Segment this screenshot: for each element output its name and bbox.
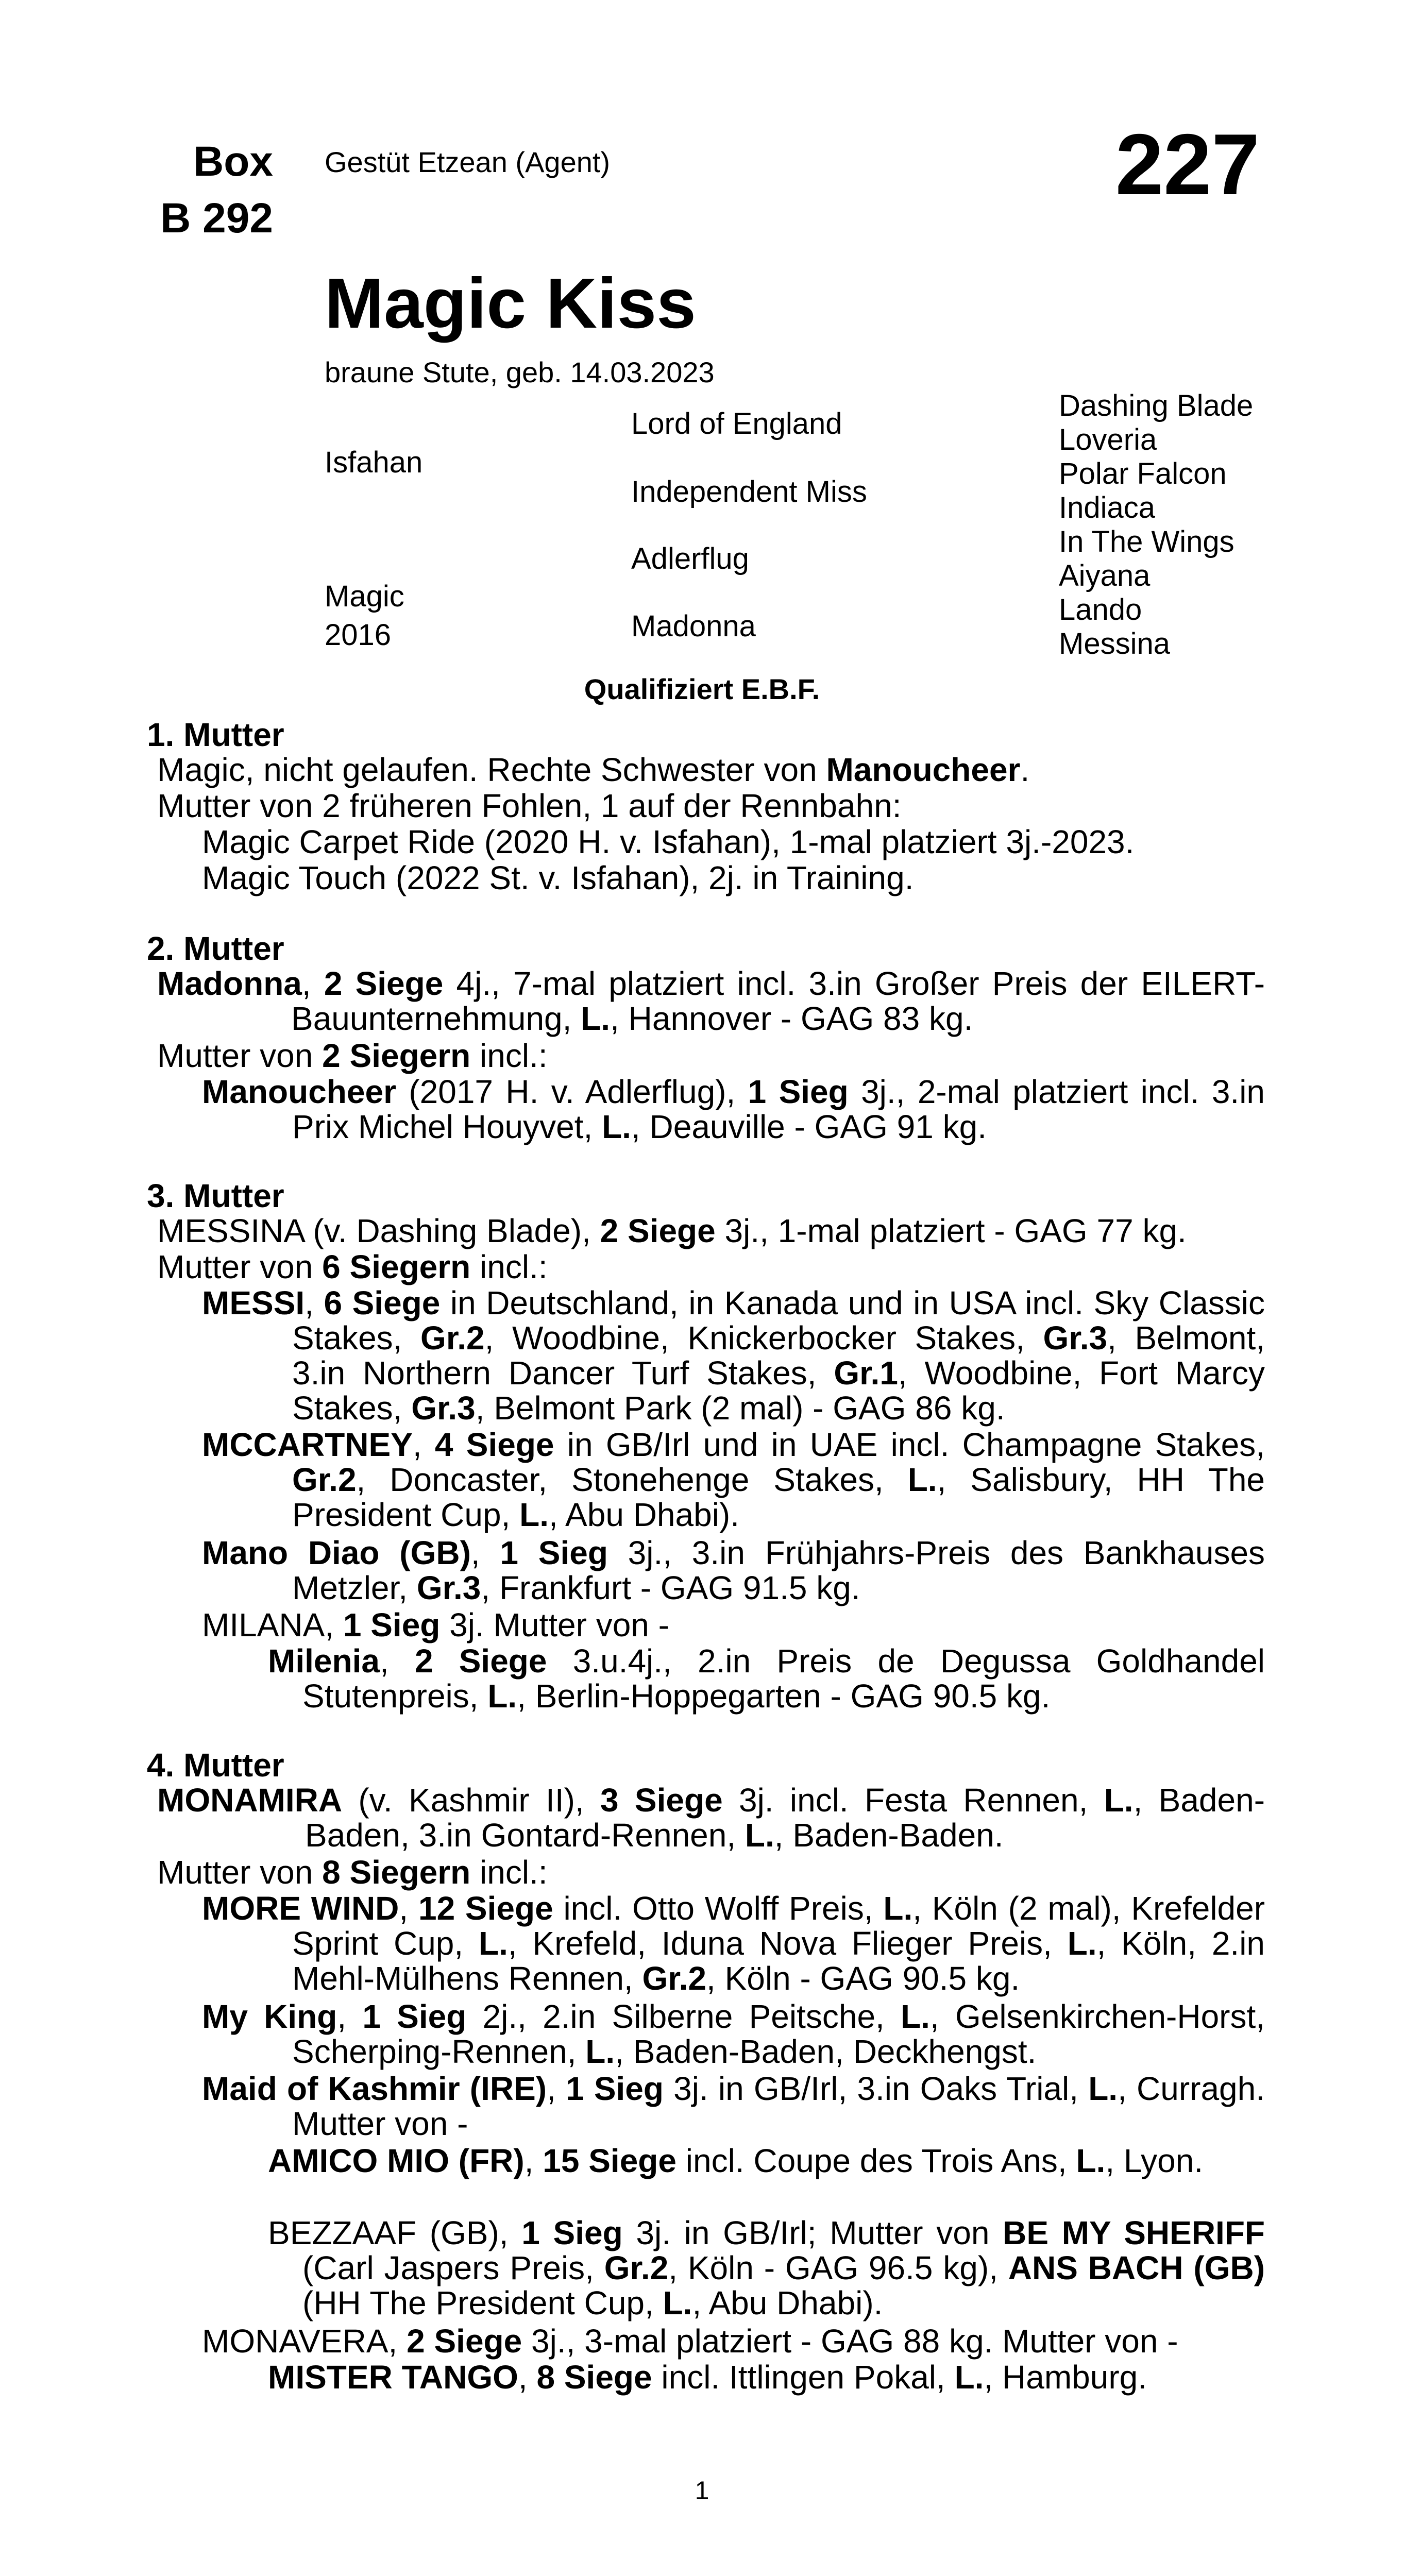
pedigree-gen3-3: Polar Falcon — [1059, 457, 1227, 490]
agent-name: Gestüt Etzean (Agent) — [325, 146, 611, 178]
dam-4-winner-my-king: My King, 1 Sieg 2j., 2.in Silberne Peitsche, L., Gelsenkirchen-Horst, Scherping-Rennen, L., Baden-Baden, Deckhengst. — [202, 1998, 1265, 2070]
dam-4-entry: MONAMIRA (v. Kashmir II), 3 Siege 3j. incl. Festa Rennen, L., Baden-Baden, 3.in Gontard-Rennen, L., Baden-Baden. — [157, 1782, 1265, 1854]
dam-2-produce-summary: Mutter von 2 Siegern incl.: — [157, 1037, 548, 1074]
dam-4-winner-maid-of-kashmir: Maid of Kashmir (IRE), 1 Sieg 3j. in GB/Irl, 3.in Oaks Trial, L., Curragh. Mutter von - — [202, 2070, 1265, 2142]
pedigree-gen3-1: Dashing Blade — [1059, 389, 1254, 422]
pedigree-gen2-4: Madonna — [631, 609, 756, 643]
dam-4-daughter-bezzaaf: BEZZAAF (GB), 1 Sieg 3j. in GB/Irl; Mutter von BE MY SHERIFF (Carl Jaspers Preis, Gr.2, Köln - GAG 96.5 kg), ANS BACH (GB) (HH The President Cup, L., Abu Dhabi). — [268, 2214, 1265, 2321]
section-heading-1: 1. Mutter — [147, 716, 284, 753]
pedigree-gen3-2: Loveria — [1059, 423, 1157, 456]
lot-number: 227 — [1115, 116, 1260, 213]
dam-2-entry: Madonna, 2 Siege 4j., 7-mal platziert incl. 3.in Großer Preis der EILERT-Bauunternehmung, L., Hannover - GAG 83 kg. — [157, 965, 1265, 1037]
pedigree-gen3-5: In The Wings — [1059, 525, 1234, 558]
pedigree-dam: Magic — [325, 580, 404, 613]
dam-4-grandchild-amico-mio: AMICO MIO (FR), 15 Siege incl. Coupe des Trois Ans, L., Lyon. — [268, 2142, 1204, 2179]
pedigree-dam-year: 2016 — [325, 618, 392, 652]
pedigree-gen2-3: Adlerflug — [631, 542, 749, 575]
dam-1-entry: Magic, nicht gelaufen. Rechte Schwester von Manoucheer. — [157, 751, 1030, 788]
dam-3-winner-messi: MESSI, 6 Siege in Deutschland, in Kanada und in USA incl. Sky Classic Stakes, Gr.2, Woodbine, Knickerbocker Stakes, Gr.3, Belmont, 3.in Northern Dancer Turf Stakes, Gr.1, Woodbine, Fort Marcy Stakes, Gr.3, Belmont Park (2 mal) - GAG 86 kg. — [202, 1284, 1265, 1427]
page-number: 1 — [695, 2476, 709, 2505]
dam-3-entry: MESSINA (v. Dashing Blade), 2 Siege 3j., 1-mal platziert - GAG 77 kg. — [157, 1212, 1187, 1249]
pedigree-gen3-7: Lando — [1059, 593, 1142, 626]
horse-description: braune Stute, geb. 14.03.2023 — [325, 356, 715, 388]
qualification-note: Qualifiziert E.B.F. — [584, 673, 820, 705]
pedigree-gen2-2: Independent Miss — [631, 475, 867, 509]
section-heading-3: 3. Mutter — [147, 1177, 284, 1214]
dam-4-grandchild-mister-tango: MISTER TANGO, 8 Siege incl. Ittlingen Pokal, L., Hamburg. — [268, 2359, 1147, 2396]
pedigree-gen2-1: Lord of England — [631, 407, 842, 440]
dam-4-daughter-monavera: MONAVERA, 2 Siege 3j., 3-mal platziert - GAG 88 kg. Mutter von - — [202, 2323, 1178, 2360]
dam-4-produce-summary: Mutter von 8 Siegern incl.: — [157, 1854, 548, 1891]
dam-3-daughter-milana: MILANA, 1 Sieg 3j. Mutter von - — [202, 1606, 669, 1643]
box-label: Box — [193, 138, 273, 185]
dam-2-winner-manoucheer: Manoucheer (2017 H. v. Adlerflug), 1 Sieg 3j., 2-mal platziert incl. 3.in Prix Michel Houyvet, L., Deauville - GAG 91 kg. — [202, 1073, 1265, 1145]
pedigree-gen3-6: Aiyana — [1059, 559, 1151, 592]
dam-1-foal-2: Magic Touch (2022 St. v. Isfahan), 2j. in Training. — [202, 859, 914, 896]
section-heading-4: 4. Mutter — [147, 1747, 284, 1784]
box-number: B 292 — [160, 195, 273, 242]
dam-3-winner-mccartney: MCCARTNEY, 4 Siege in GB/Irl und in UAE incl. Champagne Stakes, Gr.2, Doncaster, Stonehenge Stakes, L., Salisbury, HH The President Cup, L., Abu Dhabi). — [202, 1426, 1265, 1533]
section-heading-2: 2. Mutter — [147, 930, 284, 967]
dam-3-winner-mano-diao: Mano Diao (GB), 1 Sieg 3j., 3.in Frühjahrs-Preis des Bankhauses Metzler, Gr.3, Frankfurt - GAG 91.5 kg. — [202, 1534, 1265, 1606]
dam-1-produce-summary: Mutter von 2 früheren Fohlen, 1 auf der Rennbahn: — [157, 787, 902, 824]
dam-3-grandchild-milenia: Milenia, 2 Siege 3.u.4j., 2.in Preis de Degussa Goldhandel Stutenpreis, L., Berlin-Hoppegarten - GAG 90.5 kg. — [268, 1642, 1265, 1715]
dam-1-foal-1: Magic Carpet Ride (2020 H. v. Isfahan), 1-mal platziert 3j.-2023. — [202, 823, 1135, 860]
pedigree-gen3-4: Indiaca — [1059, 491, 1156, 524]
dam-4-winner-more-wind: MORE WIND, 12 Siege incl. Otto Wolff Preis, L., Köln (2 mal), Krefelder Sprint Cup, L., Krefeld, Iduna Nova Flieger Preis, L., Köln, 2.in Mehl-Mülhens Rennen, Gr.2, Köln - GAG 90.5 kg. — [202, 1890, 1265, 1997]
pedigree-sire: Isfahan — [325, 446, 423, 479]
pedigree-gen3-8: Messina — [1059, 627, 1170, 660]
horse-name: Magic Kiss — [325, 264, 696, 343]
dam-3-produce-summary: Mutter von 6 Siegern incl.: — [157, 1248, 548, 1285]
